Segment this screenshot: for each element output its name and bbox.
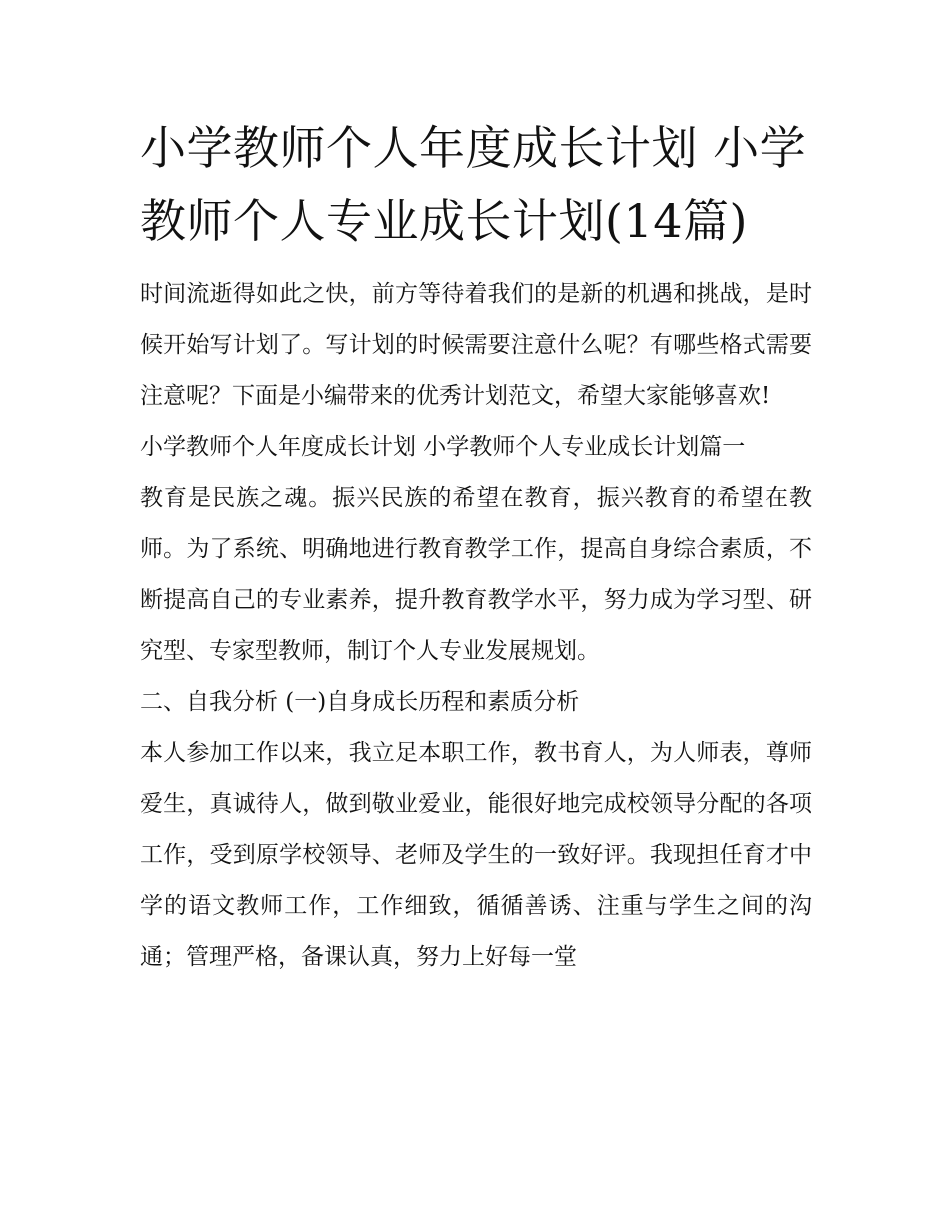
body-paragraph: 教育是民族之魂。振兴民族的希望在教育，振兴教育的希望在教师。为了系统、明确地进行教育教学工作，提高自身综合素质，不断提高自己的专业素养，提升教育教学水平，努力成为学习型、研究型、专家型教师，制订个人专业发展规划。 [140, 485, 812, 664]
intro-paragraph: 时间流逝得如此之快，前方等待着我们的是新的机遇和挑战，是时候开始写计划了。写计划的时候需要注意什么呢？有哪些格式需要注意呢？下面是小编带来的优秀计划范文，希望大家能够喜欢! [140, 281, 812, 409]
document-title: 小学教师个人年度成长计划 小学教师个人专业成长计划(14篇) [140, 121, 807, 248]
document-page [140, 112, 812, 983]
section-heading: 小学教师个人年度成长计划 小学教师个人专业成长计划篇一 [140, 434, 746, 460]
subsection-heading: 二、自我分析 (一)自身成长历程和素质分析 [140, 689, 580, 715]
body-paragraph: 本人参加工作以来，我立足本职工作，教书育人，为人师表，尊师爱生，真诚待人，做到敬业爱业，能很好地完成校领导分配的各项工作，受到原学校领导、老师及学生的一致好评。我现担任育才中学的语文教师工作，工作细致，循循善诱、注重与学生之间的沟通；管理严格，备课认真，努力上好每一堂 [140, 740, 812, 970]
